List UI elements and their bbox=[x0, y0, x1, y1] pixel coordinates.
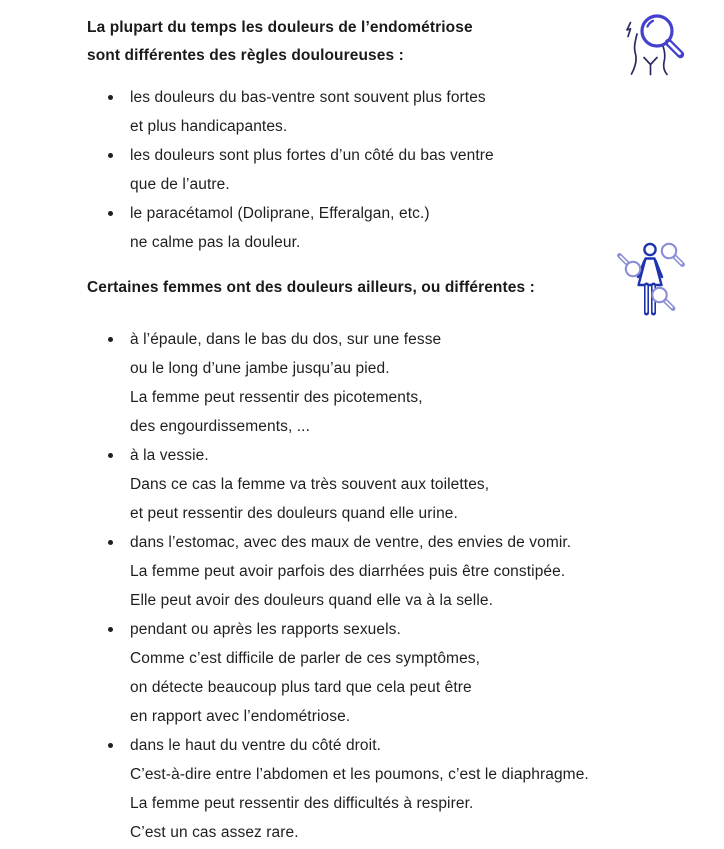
list-item bbox=[87, 199, 677, 257]
text-line: Elle peut avoir des douleurs quand elle va à la selle. bbox=[130, 592, 493, 609]
bullet-marker bbox=[108, 95, 113, 100]
heading-line: sont différentes des règles douloureuses : bbox=[87, 47, 404, 64]
text-line: pendant ou après les rapports sexuels. bbox=[130, 621, 401, 638]
list-item bbox=[87, 141, 677, 199]
text-line: C’est un cas assez rare. bbox=[130, 824, 299, 841]
text-line: Comme c’est difficile de parler de ces symptômes, bbox=[130, 650, 481, 667]
list-item-text bbox=[130, 731, 589, 847]
list-item bbox=[87, 615, 677, 731]
list-item bbox=[87, 83, 677, 141]
text-line: dans l’estomac, avec des maux de ventre, des envies de vomir. bbox=[130, 534, 572, 551]
text-line: les douleurs du bas-ventre sont souvent plus fortes bbox=[130, 89, 486, 106]
list-item-text bbox=[130, 441, 489, 528]
text-line: Dans ce cas la femme va très souvent aux toilettes, bbox=[130, 476, 490, 493]
list-item-text bbox=[130, 83, 486, 141]
text-line: on détecte beaucoup plus tard que cela peut être bbox=[130, 679, 472, 696]
text-line: La femme peut ressentir des difficultés à respirer. bbox=[130, 795, 474, 812]
text-line: et peut ressentir des douleurs quand elle urine. bbox=[130, 505, 458, 522]
text-line: à la vessie. bbox=[130, 447, 209, 464]
section1-heading bbox=[87, 14, 677, 70]
section2-bullet-list bbox=[87, 325, 677, 847]
list-item-text bbox=[130, 325, 441, 441]
list-item-text bbox=[130, 141, 494, 199]
bullet-marker bbox=[108, 743, 113, 748]
text-line: le paracétamol (Doliprane, Efferalgan, etc.) bbox=[130, 205, 430, 222]
list-item bbox=[87, 528, 677, 615]
heading-line: La plupart du temps les douleurs de l’endométriose bbox=[87, 19, 473, 36]
text-line: ou le long d’une jambe jusqu’au pied. bbox=[130, 360, 390, 377]
heading-line: Certaines femmes ont des douleurs ailleurs, ou différentes : bbox=[87, 279, 535, 296]
text-line: à l’épaule, dans le bas du dos, sur une fesse bbox=[130, 331, 442, 348]
list-item-text bbox=[130, 615, 480, 731]
document-content bbox=[87, 14, 677, 847]
text-line: les douleurs sont plus fortes d’un côté du bas ventre bbox=[130, 147, 494, 164]
list-item bbox=[87, 441, 677, 528]
list-item-text bbox=[130, 199, 430, 257]
text-line: en rapport avec l’endométriose. bbox=[130, 708, 351, 725]
section2-heading bbox=[87, 274, 677, 302]
text-line: que de l’autre. bbox=[130, 176, 230, 193]
bullet-marker bbox=[108, 153, 113, 158]
bullet-marker bbox=[108, 337, 113, 342]
section1-bullet-list bbox=[87, 83, 677, 257]
text-line: ne calme pas la douleur. bbox=[130, 234, 301, 251]
text-line: La femme peut avoir parfois des diarrhées puis être constipée. bbox=[130, 563, 566, 580]
text-line: et plus handicapantes. bbox=[130, 118, 288, 135]
list-item bbox=[87, 325, 677, 441]
list-item-text bbox=[130, 528, 571, 615]
bullet-marker bbox=[108, 211, 113, 216]
bullet-marker bbox=[108, 453, 113, 458]
bullet-marker bbox=[108, 627, 113, 632]
text-line: des engourdissements, ... bbox=[130, 418, 310, 435]
text-line: dans le haut du ventre du côté droit. bbox=[130, 737, 382, 754]
list-item bbox=[87, 731, 677, 847]
bullet-marker bbox=[108, 540, 113, 545]
text-line: La femme peut ressentir des picotements, bbox=[130, 389, 423, 406]
text-line: C’est-à-dire entre l’abdomen et les poumons, c’est le diaphragme. bbox=[130, 766, 589, 783]
